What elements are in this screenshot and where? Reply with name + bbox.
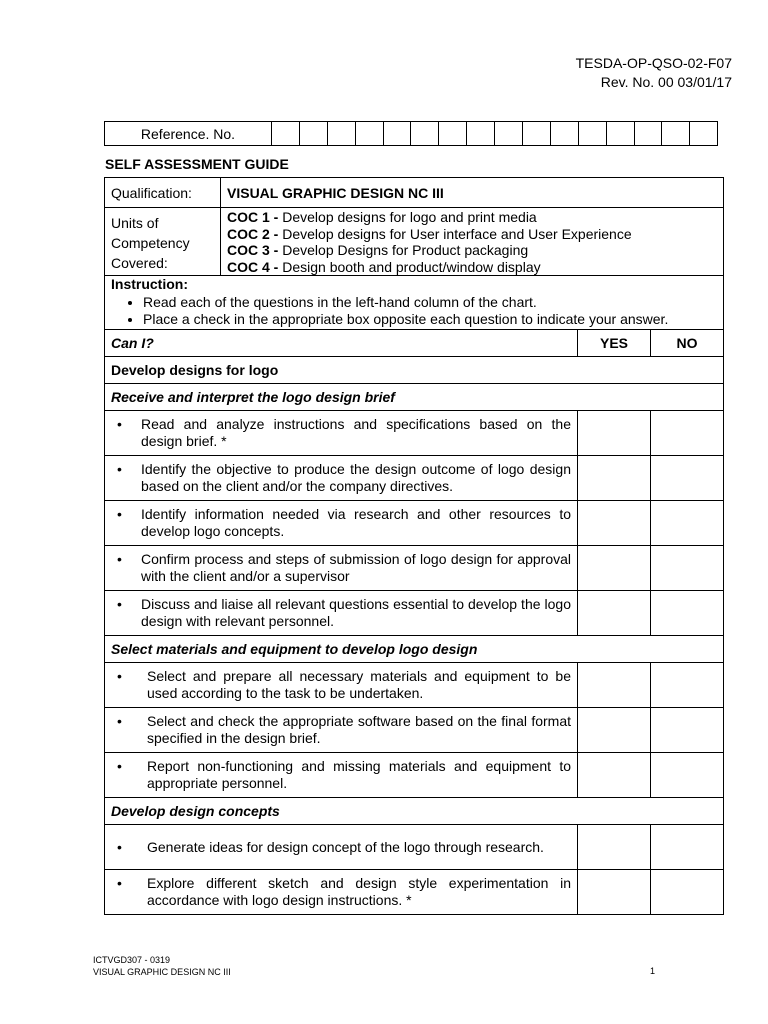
reference-box[interactable] — [690, 122, 718, 146]
reference-box[interactable] — [578, 122, 606, 146]
bullet-icon: • — [117, 758, 122, 775]
reference-box[interactable] — [355, 122, 383, 146]
question-text: Select and check the appropriate software based on the final format specified in the design brief. — [147, 713, 571, 746]
question-text: Select and prepare all necessary materials and equipment to be used according to the task to be undertaken. — [147, 668, 571, 701]
no-checkbox[interactable] — [651, 545, 724, 590]
coc-item: COC 2 - Develop designs for User interface and User Experience — [227, 225, 632, 242]
question-text: Confirm process and steps of submission of logo design for approval with the client and/or a supervisor — [141, 551, 571, 584]
section-title: Develop designs for logo — [105, 356, 724, 383]
bullet-icon: • — [117, 875, 122, 892]
column-header-can: Can I? — [105, 329, 578, 356]
question-row — [105, 590, 724, 635]
guide-title: SELF ASSESSMENT GUIDE — [105, 156, 289, 172]
reference-number-table — [104, 121, 718, 146]
no-checkbox[interactable] — [651, 410, 724, 455]
bullet-icon: • — [117, 461, 122, 478]
group-title: Develop design concepts — [105, 797, 724, 824]
no-checkbox[interactable] — [651, 869, 724, 914]
footer-code: ICTVGD307 - 0319 — [93, 955, 171, 965]
reference-box[interactable] — [550, 122, 578, 146]
yes-checkbox[interactable] — [578, 824, 651, 869]
question-row — [105, 410, 724, 455]
question-row — [105, 662, 724, 707]
units-list — [221, 208, 724, 276]
reference-box[interactable] — [523, 122, 551, 146]
bullet-icon: • — [117, 838, 122, 855]
yes-checkbox[interactable] — [578, 545, 651, 590]
qualification-label: Qualification: — [105, 178, 221, 208]
question-text: Report non-functioning and missing materials and equipment to appropriate personnel. — [147, 758, 571, 791]
bullet-icon: • — [117, 551, 122, 568]
reference-box[interactable] — [327, 122, 355, 146]
no-checkbox[interactable] — [651, 455, 724, 500]
yes-checkbox[interactable] — [578, 869, 651, 914]
yes-checkbox[interactable] — [578, 707, 651, 752]
question-row — [105, 869, 724, 914]
coc-item: COC 3 - Develop Designs for Product packaging — [227, 242, 529, 259]
reference-box[interactable] — [467, 122, 495, 146]
bullet-icon: • — [117, 596, 122, 613]
question-row — [105, 824, 724, 869]
question-text: Discuss and liaise all relevant questions essential to develop the logo design with relevant personnel. — [141, 596, 571, 629]
bullet-icon: • — [117, 506, 122, 523]
coc-item: COC 1 - Develop designs for logo and print media — [227, 209, 537, 225]
no-checkbox[interactable] — [651, 752, 724, 797]
column-header-yes: YES — [578, 329, 651, 356]
coc-item: COC 4 - Design booth and product/window display — [227, 258, 541, 275]
bullet-icon: • — [117, 668, 122, 685]
no-checkbox[interactable] — [651, 500, 724, 545]
instruction-item: • Read each of the questions in the left-hand column of the chart. — [143, 294, 717, 312]
column-header-no: NO — [651, 329, 724, 356]
units-label: Units of Competency Covered: — [105, 208, 221, 276]
group-title: Select materials and equipment to develop logo design — [105, 635, 724, 662]
footer — [93, 954, 231, 978]
question-text: Explore different sketch and design style experimentation in accordance with logo design instructions. * — [147, 875, 571, 908]
reference-box[interactable] — [383, 122, 411, 146]
bullet-icon: • — [117, 713, 122, 730]
yes-checkbox[interactable] — [578, 662, 651, 707]
question-row — [105, 455, 724, 500]
reference-box[interactable] — [495, 122, 523, 146]
reference-label: Reference. No. — [105, 122, 272, 146]
document-header — [576, 54, 732, 92]
revision-number: Rev. No. 00 03/01/17 — [600, 74, 732, 90]
yes-checkbox[interactable] — [578, 752, 651, 797]
qualification-value: VISUAL GRAPHIC DESIGN NC III — [221, 178, 724, 208]
yes-checkbox[interactable] — [578, 590, 651, 635]
question-text: Generate ideas for design concept of the logo through research. — [147, 838, 544, 855]
form-code: TESDA-OP-QSO-02-F07 — [575, 55, 732, 71]
reference-box[interactable] — [606, 122, 634, 146]
reference-box[interactable] — [299, 122, 327, 146]
reference-box[interactable] — [272, 122, 300, 146]
instruction-label: Instruction: — [111, 276, 188, 293]
question-text: Identify the objective to produce the design outcome of logo design based on the client and/or the company directives. — [141, 461, 571, 494]
bullet-icon: • — [117, 416, 122, 433]
reference-box[interactable] — [439, 122, 467, 146]
group-title: Receive and interpret the logo design brief — [105, 383, 724, 410]
reference-box[interactable] — [634, 122, 662, 146]
reference-box[interactable] — [411, 122, 439, 146]
question-text: Read and analyze instructions and specifications based on the design brief. * — [141, 416, 571, 449]
reference-box[interactable] — [662, 122, 690, 146]
yes-checkbox[interactable] — [578, 410, 651, 455]
question-text: Identify information needed via research and other resources to develop logo concepts. — [141, 506, 571, 539]
question-row — [105, 545, 724, 590]
instruction-cell — [105, 276, 724, 330]
page-number: 1 — [650, 966, 656, 976]
question-row — [105, 500, 724, 545]
yes-checkbox[interactable] — [578, 455, 651, 500]
no-checkbox[interactable] — [651, 590, 724, 635]
question-row — [105, 752, 724, 797]
assessment-table — [104, 177, 724, 915]
no-checkbox[interactable] — [651, 707, 724, 752]
footer-title: VISUAL GRAPHIC DESIGN NC III — [93, 967, 231, 977]
no-checkbox[interactable] — [651, 824, 724, 869]
instruction-item: • Place a check in the appropriate box opposite each question to indicate your answer. — [143, 311, 717, 329]
yes-checkbox[interactable] — [578, 500, 651, 545]
no-checkbox[interactable] — [651, 662, 724, 707]
question-row — [105, 707, 724, 752]
